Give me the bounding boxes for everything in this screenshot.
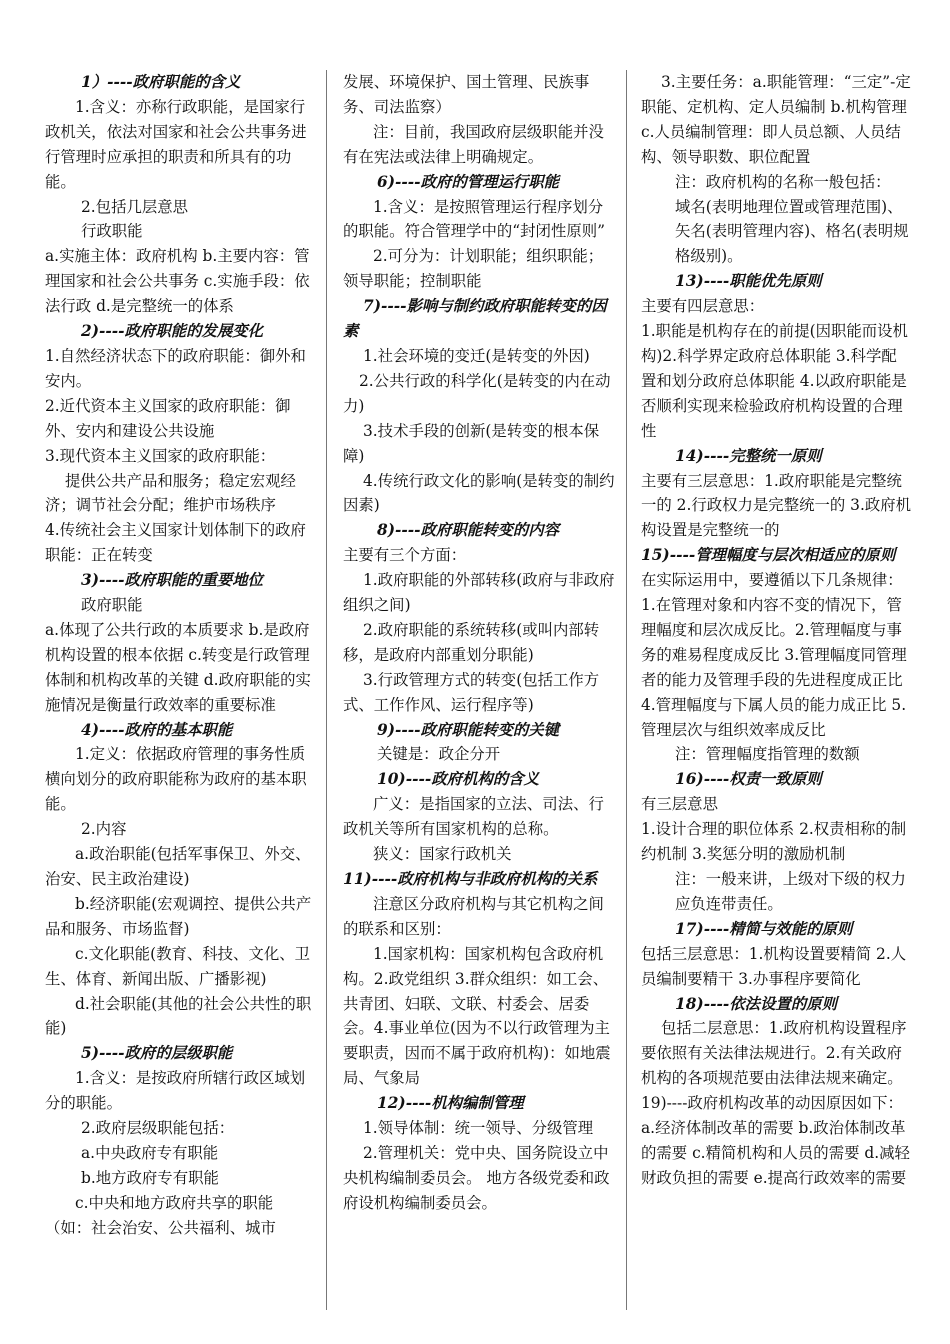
- paragraph: 行政职能: [81, 222, 143, 241]
- text-column-1: [45, 70, 313, 1241]
- column-divider: [626, 70, 627, 1310]
- paragraph: 2.可分为：计划职能；组织职能；: [373, 247, 604, 266]
- section-heading: 9)----政府职能转变的关键: [377, 720, 560, 739]
- section-heading: 12)----机构编制管理: [377, 1094, 524, 1113]
- paragraph: 发展、环境保护、国土管理、民族事务、司法监察）: [343, 73, 590, 116]
- paragraph: 1.含义：是按照管理运行程序划分的职能。符合管理学中的“封闭性原则”: [343, 197, 605, 241]
- paragraph: 注：一般来讲，上级对下级的权力应负连带责任。: [675, 870, 906, 913]
- paragraph: c.中央和地方政府共享的职能（如：社会治安、公共福利、城市: [45, 1193, 276, 1237]
- paragraph: 在实际运用中，要遵循以下几条规律：1.在管理对象和内容不变的情况下，管理幅度和层次成反比。2.管理幅度与事务的难易程度成反比 3.管理幅度同管理者的能力及管理手段的先进程度成正比 4.管理幅度与下属人员的能力成正比 5.管理层次与组织效率成反比: [641, 571, 907, 739]
- paragraph: 包括三层意思：1.机构设置要精简 2.人员编制要精干 3.办事程序要简化: [641, 944, 907, 988]
- section-heading: 16)----权责一致原则: [675, 770, 822, 789]
- paragraph: 2.近代资本主义国家的政府职能：御外、安内和建设公共设施: [45, 396, 291, 440]
- section-heading: 18)----依法设置的原则: [675, 994, 837, 1013]
- paragraph: 3.行政管理方式的转变(包括工作方式、工作作风、运行程序等): [343, 670, 600, 714]
- paragraph: 3.现代资本主义国家的政府职能：: [45, 446, 276, 465]
- paragraph: 1.领导体制：统一领导、分级管理: [363, 1119, 594, 1138]
- paragraph: 有三层意思: [641, 795, 718, 814]
- paragraph: 4.传统社会主义国家计划体制下的政府职能：正在转变: [45, 521, 306, 565]
- section-heading: 11)----政府机构与非政府机构的关系: [343, 870, 598, 888]
- paragraph: b.经济职能(宏观调控、提供公共产品和服务、市场监督): [45, 894, 312, 938]
- paragraph: 1.定义：依据政府管理的事务性质横向划分的政府职能称为政府的基本职能。: [45, 745, 307, 814]
- paragraph: 注：目前，我国政府层级职能并没有在宪法或法律上明确规定。: [343, 122, 604, 166]
- paragraph: 2.管理机关：党中央、国务院设立中央机构编制委员会。 地方各级党委和政府设机构编制委员会。: [343, 1143, 610, 1212]
- section-heading: 15)----管理幅度与层次相适应的原则: [641, 546, 896, 565]
- section-heading: 5)----政府的层级职能: [81, 1044, 233, 1063]
- paragraph: d.社会职能(其他的社会公共性的职能): [45, 994, 312, 1038]
- paragraph: a.中央政府专有职能: [81, 1143, 219, 1162]
- paragraph: 广义：是指国家的立法、司法、行政机关等所有国家机构的总称。: [343, 795, 604, 839]
- text-column-2: [343, 70, 615, 1216]
- paragraph: 2.内容: [81, 820, 127, 839]
- paragraph: 2.公共行政的科学化(是转变的内在动力): [343, 371, 611, 415]
- section-heading: 3)----政府职能的重要地位: [81, 571, 264, 590]
- paragraph: 1.含义：亦称行政职能，是国家行政机关，依法对国家和社会公共事务进行管理时应承担的职责和所具有的功能。: [45, 97, 307, 191]
- section-heading: 7)----影响与制约政府职能转变的因素: [343, 297, 607, 341]
- paragraph: 政府职能: [81, 596, 143, 615]
- paragraph: 领导职能；控制职能: [343, 272, 482, 291]
- section-heading: 2)----政府职能的发展变化: [81, 322, 264, 341]
- paragraph: 主要有三层意思：1.政府职能是完整统一的 2.行政权力是完整统一的 3.政府机构设置是完整统一的: [641, 471, 912, 540]
- paragraph: 1.社会环境的变迁(是转变的外因): [363, 346, 590, 365]
- paragraph: 狭义：国家行政机关: [373, 845, 512, 864]
- paragraph: 1.职能是机构存在的前提(因职能而设机构)2.科学界定政府总体职能 3.科学配置和划分政府总体职能 4.以政府职能是否顺利实现来检验政府机构设置的合理性: [641, 322, 908, 440]
- paragraph: 提供公共产品和服务；稳定宏观经济；调节社会分配；维护市场秩序: [45, 471, 296, 515]
- paragraph: 3.主要任务：a.职能管理：“三定”-定职能、定机构、定人员编制 b.机构管理 c.人员编制管理：即人员总额、人员结构、领导职数、职位配置: [641, 73, 911, 166]
- paragraph: 1.自然经济状态下的政府职能：御外和安内。: [45, 346, 306, 390]
- text-column-3: [641, 70, 911, 1191]
- section-heading: 1）----政府职能的含义: [81, 73, 241, 91]
- section-heading: 10)----政府机构的含义: [377, 770, 539, 789]
- paragraph: 1.政府职能的外部转移(政府与非政府组织之间): [343, 571, 615, 615]
- paragraph: 主要有四层意思：: [641, 297, 765, 316]
- paragraph: 域名(表明地理位置或管理范围)、矢名(表明管理内容)、格名(表明规格级别)。: [675, 197, 909, 266]
- paragraph: 4.传统行政文化的影响(是转变的制约因素): [343, 471, 615, 515]
- paragraph: a.体现了公共行政的本质要求 b.是政府机构设置的根本依据 c.转变是行政管理体制和机构改革的关键 d.政府职能的实施情况是衡量行政效率的重要标准: [45, 620, 311, 714]
- paragraph: 注：管理幅度指管理的数额: [675, 745, 860, 764]
- paragraph: c.文化职能(教育、科技、文化、卫生、体育、新闻出版、广播影视): [45, 944, 310, 988]
- paragraph: 1.含义：是按政府所辖行政区域划分的职能。: [45, 1069, 306, 1113]
- paragraph: b.地方政府专有职能: [81, 1168, 219, 1187]
- paragraph: 1.国家机构：国家机构包含政府机构。2.政党组织 3.群众组织：如工会、共青团、妇联、文联、村委会、居委会。4.事业单位(因为不以行政管理为主要职责，因而不属于政府机构)：如地震局、气象局: [343, 944, 611, 1088]
- paragraph: 注：政府机构的名称一般包括：: [675, 172, 891, 191]
- section-heading: 14)----完整统一原则: [675, 446, 822, 465]
- paragraph: a.政治职能(包括军事保卫、外交、治安、民主政治建设): [45, 845, 311, 888]
- paragraph: 1.设计合理的职位体系 2.权责相称的制约机制 3.奖惩分明的激励机制: [641, 820, 907, 864]
- section-heading: 8)----政府职能转变的内容: [377, 521, 560, 540]
- section-heading: 13)----职能优先原则: [675, 272, 822, 291]
- paragraph: 包括二层意思：1.政府机构设置程序要依照有关法律法规进行。2.有关政府机构的各项规范要由法律法规来确定。19)----政府机构改革的动因原因如下：: [641, 1019, 907, 1113]
- paragraph: 主要有三个方面：: [343, 546, 467, 565]
- section-heading: 6)----政府的管理运行职能: [377, 172, 560, 191]
- paragraph: a.实施主体：政府机构 b.主要内容：管理国家和社会公共事务 c.实施手段：依法行政 d.是完整统一的体系: [45, 247, 310, 316]
- section-heading: 4)----政府的基本职能: [81, 720, 233, 739]
- paragraph: 3.技术手段的创新(是转变的根本保障): [343, 421, 600, 465]
- paragraph: 2.包括几层意思: [81, 197, 189, 216]
- paragraph: 关键是：政企分开: [377, 745, 501, 764]
- paragraph: a.经济体制改革的需要 b.政治体制改革的需要 c.精简机构和人员的需要 d.减轻财政负担的需要 e.提高行政效率的需要: [641, 1119, 910, 1187]
- paragraph: 注意区分政府机构与其它机构之间的联系和区别：: [343, 894, 604, 938]
- section-heading: 17)----精简与效能的原则: [675, 919, 853, 938]
- column-divider: [326, 70, 327, 1310]
- paragraph: 2.政府层级职能包括：: [81, 1119, 235, 1138]
- paragraph: 2.政府职能的系统转移(或叫内部转移，是政府内部重划分职能): [343, 620, 600, 664]
